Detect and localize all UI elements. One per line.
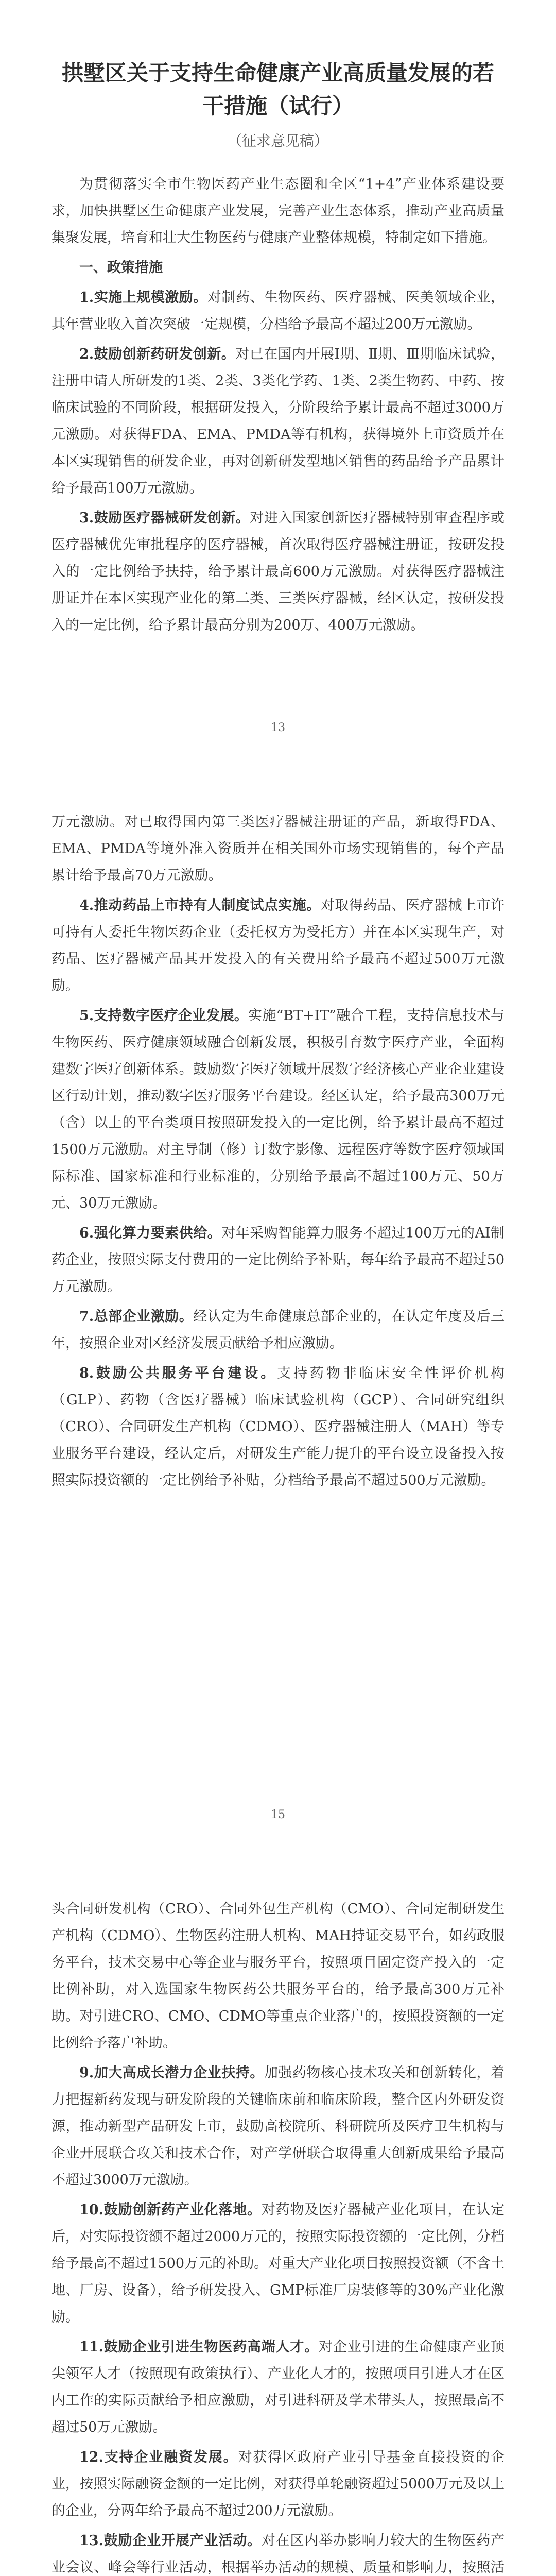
page-number: 13: [271, 721, 285, 734]
paragraph-text: 经认定为生命健康总部企业的，在认定年度及后三年，按照企业对区经济发展贡献给予相应激励。: [51, 1309, 505, 1351]
measure-paragraph: [51, 892, 505, 999]
page-content: [51, 1896, 505, 2576]
paragraph-text: 对已在国内开展Ⅰ期、Ⅱ期、Ⅲ期临床试验，注册申请人所研发的1类、2类、3类化学药、1类、2类生物药、中药、按临床试验的不同阶段，根据研发投入，分阶段给予累计最高不超过3000万元激励。对获得FDA、EMA、PMDA等有机构，获得境外上市资质并在本区实现销售的研发企业，再对创新研发型地区销售的药品给予产品累计给予最高100万元激励。: [51, 346, 505, 496]
measure-paragraph: [51, 341, 505, 502]
paragraph-text: 实施“BT+IT”融合工程，支持信息技术与生物医药、医疗健康领域融合创新发展，积极引育数字医疗产业，全面构建数字医疗创新体系。鼓励数字医疗领域开展数字经济核心产业企业建设区行动计划，推动数字医疗服务平台建设。经区认定，给予最高300万元（含）以上的平台类项目按照研发投入的一定比例，给予累计最高不超过1500万元激励。对主导制（修）订数字影像、远程医疗等数字医疗领域国际标准、国家标准和行业标准的，分别给予最高不超过100万元、50万元、30万元激励。: [51, 1008, 505, 1211]
measure-title: 6.强化算力要素供给。: [79, 1225, 222, 1241]
measure-title: 2.鼓励创新药研发创新。: [79, 346, 236, 362]
paragraph-text: 对企业引进的生命健康产业顶尖领军人才（按照现有政策执行）、产业化人才的，按照项目引进人才在区内工作的实际贡献给予相应激励，对引进科研及学术带头人，按照最高不超过50万元激励。: [51, 2339, 505, 2435]
page-3: [0, 1839, 556, 2576]
paragraph-text: 为贯彻落实全市生物医药产业生态圈和全区“1+4”产业体系建设要求，加快拱墅区生命健康产业发展，完善产业生态体系，推动产业高质量集聚发展，培育和壮大生物医药与健康产业整体规模，特制定如下措施。: [51, 176, 505, 246]
measure-paragraph: [51, 2197, 505, 2331]
document-subtitle: （征求意见稿）: [227, 132, 328, 149]
page-number: 15: [271, 1808, 285, 1821]
measure-paragraph: [51, 505, 505, 639]
measure-title: 3.鼓励医疗器械研发创新。: [79, 510, 250, 526]
measure-title: 5.支持数字医疗企业发展。: [79, 1008, 248, 1024]
measure-paragraph: [51, 1220, 505, 1300]
measure-title: 13.鼓励企业开展产业活动。: [79, 2533, 262, 2549]
measure-paragraph: [51, 2060, 505, 2194]
paragraph-text: 支持药物非临床安全性评价机构（GLP）、药物（含医疗器械）临床试验机构（GCP）、合同研究组织（CRO）、合同研发生产机构（CDMO）、医疗器械注册人（MAH）等专业服务平台建设，经认定后，对研发生产能力提升的平台设立设备投入按照实际投资额的一定比例给予补贴，分档给予最高不超过500万元激励。: [51, 1365, 505, 1488]
paragraph-text: 对制药、生物医药、医疗器械、医美领域企业，其年营业收入首次突破一定规模，分档给予最高不超过200万元激励。: [51, 290, 505, 332]
measure-paragraph: [51, 1003, 505, 1217]
page-1: [0, 0, 556, 752]
paragraph-text: 对药物及医疗器械产业化项目，在认定后，对实际投资额不超过2000万元的，按照实际投资额的一定比例，分档给予最高不超过1500万元的补助。对重大产业化项目按照投资额（不含土地、厂房、设备），给予研发投入、GMP标准厂房装修等的30%产业化激励。: [51, 2202, 505, 2325]
paragraph-text: 对获得区政府产业引导基金直接投资的企业，按照实际融资金额的一定比例，对获得单轮融资超过5000万元及以上的企业，分两年给予最高不超过200万元激励。: [51, 2449, 505, 2519]
page-2: [0, 752, 556, 1839]
body-paragraph: [51, 809, 505, 889]
measure-title: 8.鼓励公共服务平台建设。: [79, 1365, 277, 1381]
paragraph-text: 头合同研发机构（CRO）、合同外包生产机构（CMO）、合同定制研发生产机构（CDMO）、生物医药注册人机构、MAH持证交易平台，如药政服务平台，技术交易中心等企业与服务平台，按照项目固定资产投入的一定比例补助，对入选国家生物医药公共服务平台的，给予最高300万元补助。对引进CRO、CMO、CDMO等重点企业落户的，按照投资额的一定比例给予落户补助。: [51, 1901, 505, 2051]
measure-title: 11.鼓励企业引进生物医药高端人才。: [79, 2339, 319, 2355]
paragraph-text: 对进入国家创新医疗器械特别审查程序或医疗器械优先审批程序的医疗器械，首次取得医疗器械注册证，按研发投入的一定比例给予扶持，给予累计最高600万元激励。对获得医疗器械注册证并在本区实现产业化的第二类、三类医疗器械，经区认定，按研发投入的一定比例，给予累计最高分别为200万、400万元激励。: [51, 510, 505, 633]
measure-paragraph: [51, 2334, 505, 2441]
measure-title: 4.推动药品上市持有人制度试点实施。: [79, 897, 321, 913]
page-title: 拱墅区关于支持生命健康产业高质量发展的若干措施（试行）: [61, 60, 494, 118]
paragraph-text: 万元激励。对已取得国内第三类医疗器械注册证的产品，新取得FDA、EMA、PMDA等境外准入资质并在相关国外市场实现销售的，每个产品累计给予最高70万元激励。: [51, 814, 505, 884]
paragraph-text: 对取得药品、医疗器械上市许可持有人委托生物医药企业（委托权方为受托方）并在本区实现生产，对药品、医疗器械产品其开发投入的有关费用给予最高不超过500万元激励。: [51, 897, 505, 994]
paragraph-text: 对年采购智能算力服务不超过100万元的AI制药企业，按照实际支付费用的一定比例给予补贴，每年给予最高不超过50万元激励。: [51, 1225, 505, 1295]
measure-title: 7.总部企业激励。: [79, 1309, 194, 1325]
measure-paragraph: [51, 284, 505, 338]
page-content: [51, 809, 505, 1494]
measure-paragraph: [51, 1303, 505, 1357]
measure-paragraph: [51, 1360, 505, 1494]
measure-paragraph: [51, 2528, 505, 2576]
measure-title: 1.实施上规模激励。: [79, 290, 207, 306]
paragraph-text: 加强药物核心技术攻关和创新转化，着力把握新药发现与研发阶段的关键临床前和临床阶段，整合区内外研发资源，推动新型产品研发上市，鼓励高校院所、科研院所及医疗卫生机构与企业开展联合攻关和技术合作，对产学研联合取得重大创新成果给予最高不超过3000万元激励。: [51, 2065, 505, 2188]
body-paragraph: [51, 171, 505, 251]
measure-paragraph: [51, 2444, 505, 2524]
page-content: [51, 171, 505, 639]
body-paragraph: [51, 1896, 505, 2057]
measure-title: 12.支持企业融资发展。: [79, 2449, 238, 2465]
section-heading: 一、政策措施: [79, 260, 163, 276]
measure-title: 10.鼓励创新药产业化落地。: [79, 2202, 262, 2218]
measure-title: 9.加大高成长潜力企业扶持。: [79, 2065, 264, 2081]
paragraph-text: 对在区内举办影响力较大的生物医药产业会议、峰会等行业活动，根据举办活动的规模、质量和影响力，按照活: [51, 2533, 505, 2575]
